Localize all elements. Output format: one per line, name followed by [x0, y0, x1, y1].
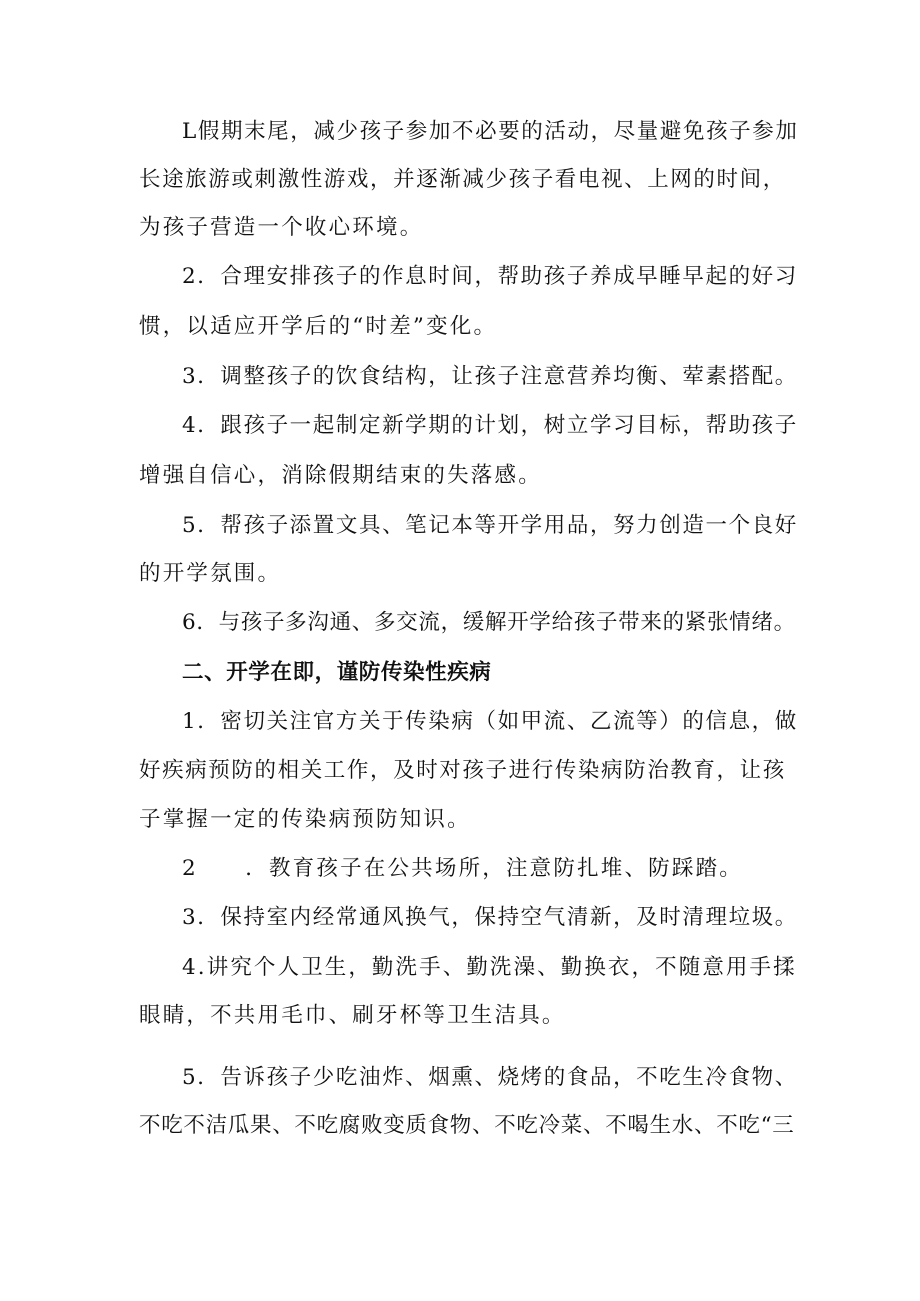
- text-line: 2．合理安排孩子的作息时间，帮助孩子养成早睡早起的好习: [182, 264, 798, 289]
- text-line: 眼睛，不共用毛巾、刷牙杯等卫生洁具。: [139, 1003, 566, 1028]
- text-line: 2 ．教育孩子在公共场所，注意防扎堆、防踩踏。: [182, 856, 743, 881]
- text-line: 4．跟孩子一起制定新学期的计划，树立学习目标，帮助孩子: [182, 413, 798, 438]
- text-line: 增强自信心，消除假期结束的失落感。: [139, 463, 542, 488]
- text-line: 为孩子营造一个收心环境。: [139, 215, 424, 240]
- text-line: 1．密切关注官方关于传染病（如甲流、乙流等）的信息，做: [182, 709, 798, 734]
- text-line: 5．帮孩子添置文具、笔记本等开学用品，努力创造一个良好: [182, 513, 798, 538]
- text-line: 长途旅游或刺激性游戏，并逐渐减少孩子看电视、上网的时间，: [139, 167, 786, 192]
- text-line: 6．与孩子多沟通、多交流，缓解开学给孩子带来的紧张情绪。: [182, 610, 796, 635]
- text-line: 子掌握一定的传染病预防知识。: [139, 807, 471, 832]
- text-line: 3．调整孩子的饮食结构，让孩子注意营养均衡、荤素搭配。: [182, 364, 798, 389]
- text-line: 4.讲究个人卫生，勤洗手、勤洗澡、勤换衣，不随意用手揉: [182, 955, 797, 980]
- text-line: 5．告诉孩子少吃油炸、烟熏、烧烤的食品，不吃生冷食物、: [182, 1065, 798, 1090]
- text-line: 的开学氛围。: [139, 561, 282, 586]
- text-line: 不吃不洁瓜果、不吃腐败变质食物、不吃冷菜、不喝生水、不吃“三: [139, 1113, 795, 1138]
- text-line: 惯，以适应开学后的“时差”变化。: [139, 314, 498, 339]
- text-line: 好疾病预防的相关工作，及时对孩子进行传染病防治教育，让孩: [139, 758, 786, 783]
- section-heading: 二、开学在即，谨防传染性疾病: [182, 660, 492, 685]
- text-line: 3．保持室内经常通风换气，保持空气清新，及时清理垃圾。: [182, 905, 798, 930]
- text-line: L假期末尾，减少孩子参加不必要的活动，尽量避免孩子参加: [182, 119, 799, 144]
